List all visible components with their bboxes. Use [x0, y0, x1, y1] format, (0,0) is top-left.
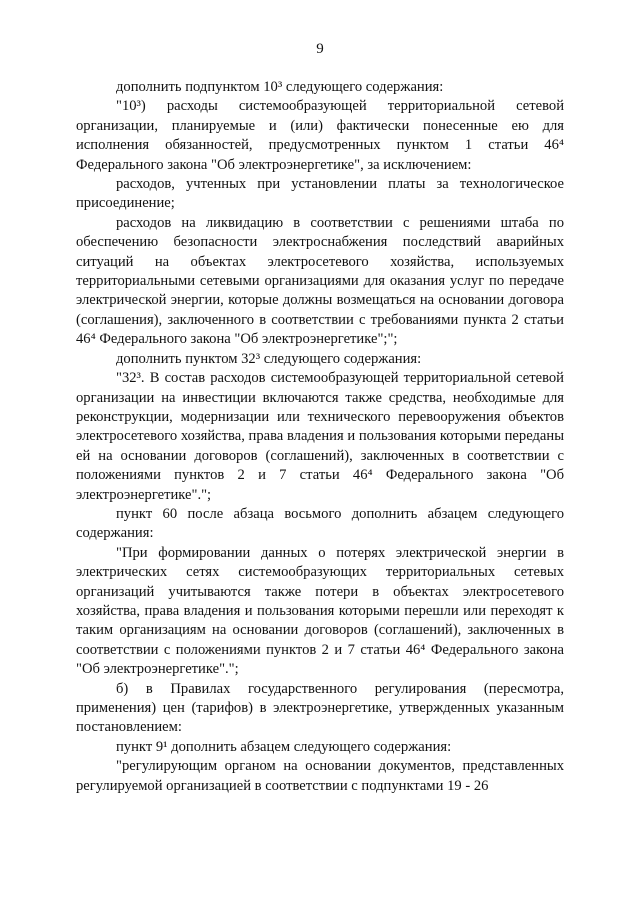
paragraph: б) в Правилах государственного регулирования (пересмотра, применения) цен (тарифов) в электроэнергетике, утвержденных указанным постановлением:: [76, 680, 564, 736]
paragraph: "При формировании данных о потерях электрической энергии в электрических сетях системообразующих территориальных сетевых организаций учитываются также потери в объектах электросетевого хозяйства, права владения и пользования которыми перешли или переходят к таким организациям на основании договоров (соглашений), заключенных в соответствии с положениями пунктов 2 и 7 статьи 46⁴ Федерального закона "Об электроэнергетике".";: [76, 544, 564, 678]
paragraph: "32³. В состав расходов системообразующей территориальной сетевой организации на инвестиции включаются также средства, необходимые для реконструкции, модернизации или технического перевооружения объектов электросетевого хозяйства, права владения и пользования которыми переданы ей на основании договоров (соглашений), заключенных в соответствии с положениями пунктов 2 и 7 статьи 46⁴ Федерального закона "Об электроэнергетике".";: [76, 370, 564, 503]
paragraph: пункт 9¹ дополнить абзацем следующего содержания:: [116, 738, 452, 755]
paragraph: "10³) расходы системообразующей территориальной сетевой организации, планируемые и (или) фактически понесенные ею для исполнения обязанностей, предусмотренных пунктом 1 статьи 46⁴ Федерального закона "Об электроэнергетике", за исключением:: [76, 98, 564, 173]
paragraph: пункт 60 после абзаца восьмого дополнить абзацем следующего содержания:: [76, 505, 564, 542]
paragraph: расходов, учтенных при установлении платы за технологическое присоединение;: [76, 176, 564, 212]
paragraph: дополнить пунктом 32³ следующего содержания:: [116, 350, 422, 367]
paragraph: дополнить подпунктом 10³ следующего содержания:: [116, 79, 444, 95]
paragraph: расходов на ликвидацию в соответствии с решениями штаба по обеспечению безопасности электроснабжения последствий аварийных ситуаций на объектах электросетевого хозяйства, используемых территориальными сетевыми организациями для оказания услуг по передаче электрической энергии, которые должны возмещаться на основании договора (соглашения), заключенного в соответствии с требованиями пункта 2 статьи 46⁴ Федерального закона "Об электроэнергетике";";: [76, 214, 564, 348]
page-number: 9: [316, 41, 324, 57]
document-body: [76, 78, 564, 796]
paragraph: "регулирующим органом на основании документов, представленных регулируемой организацией в соответствии с подпунктами 19 - 26: [76, 758, 564, 794]
